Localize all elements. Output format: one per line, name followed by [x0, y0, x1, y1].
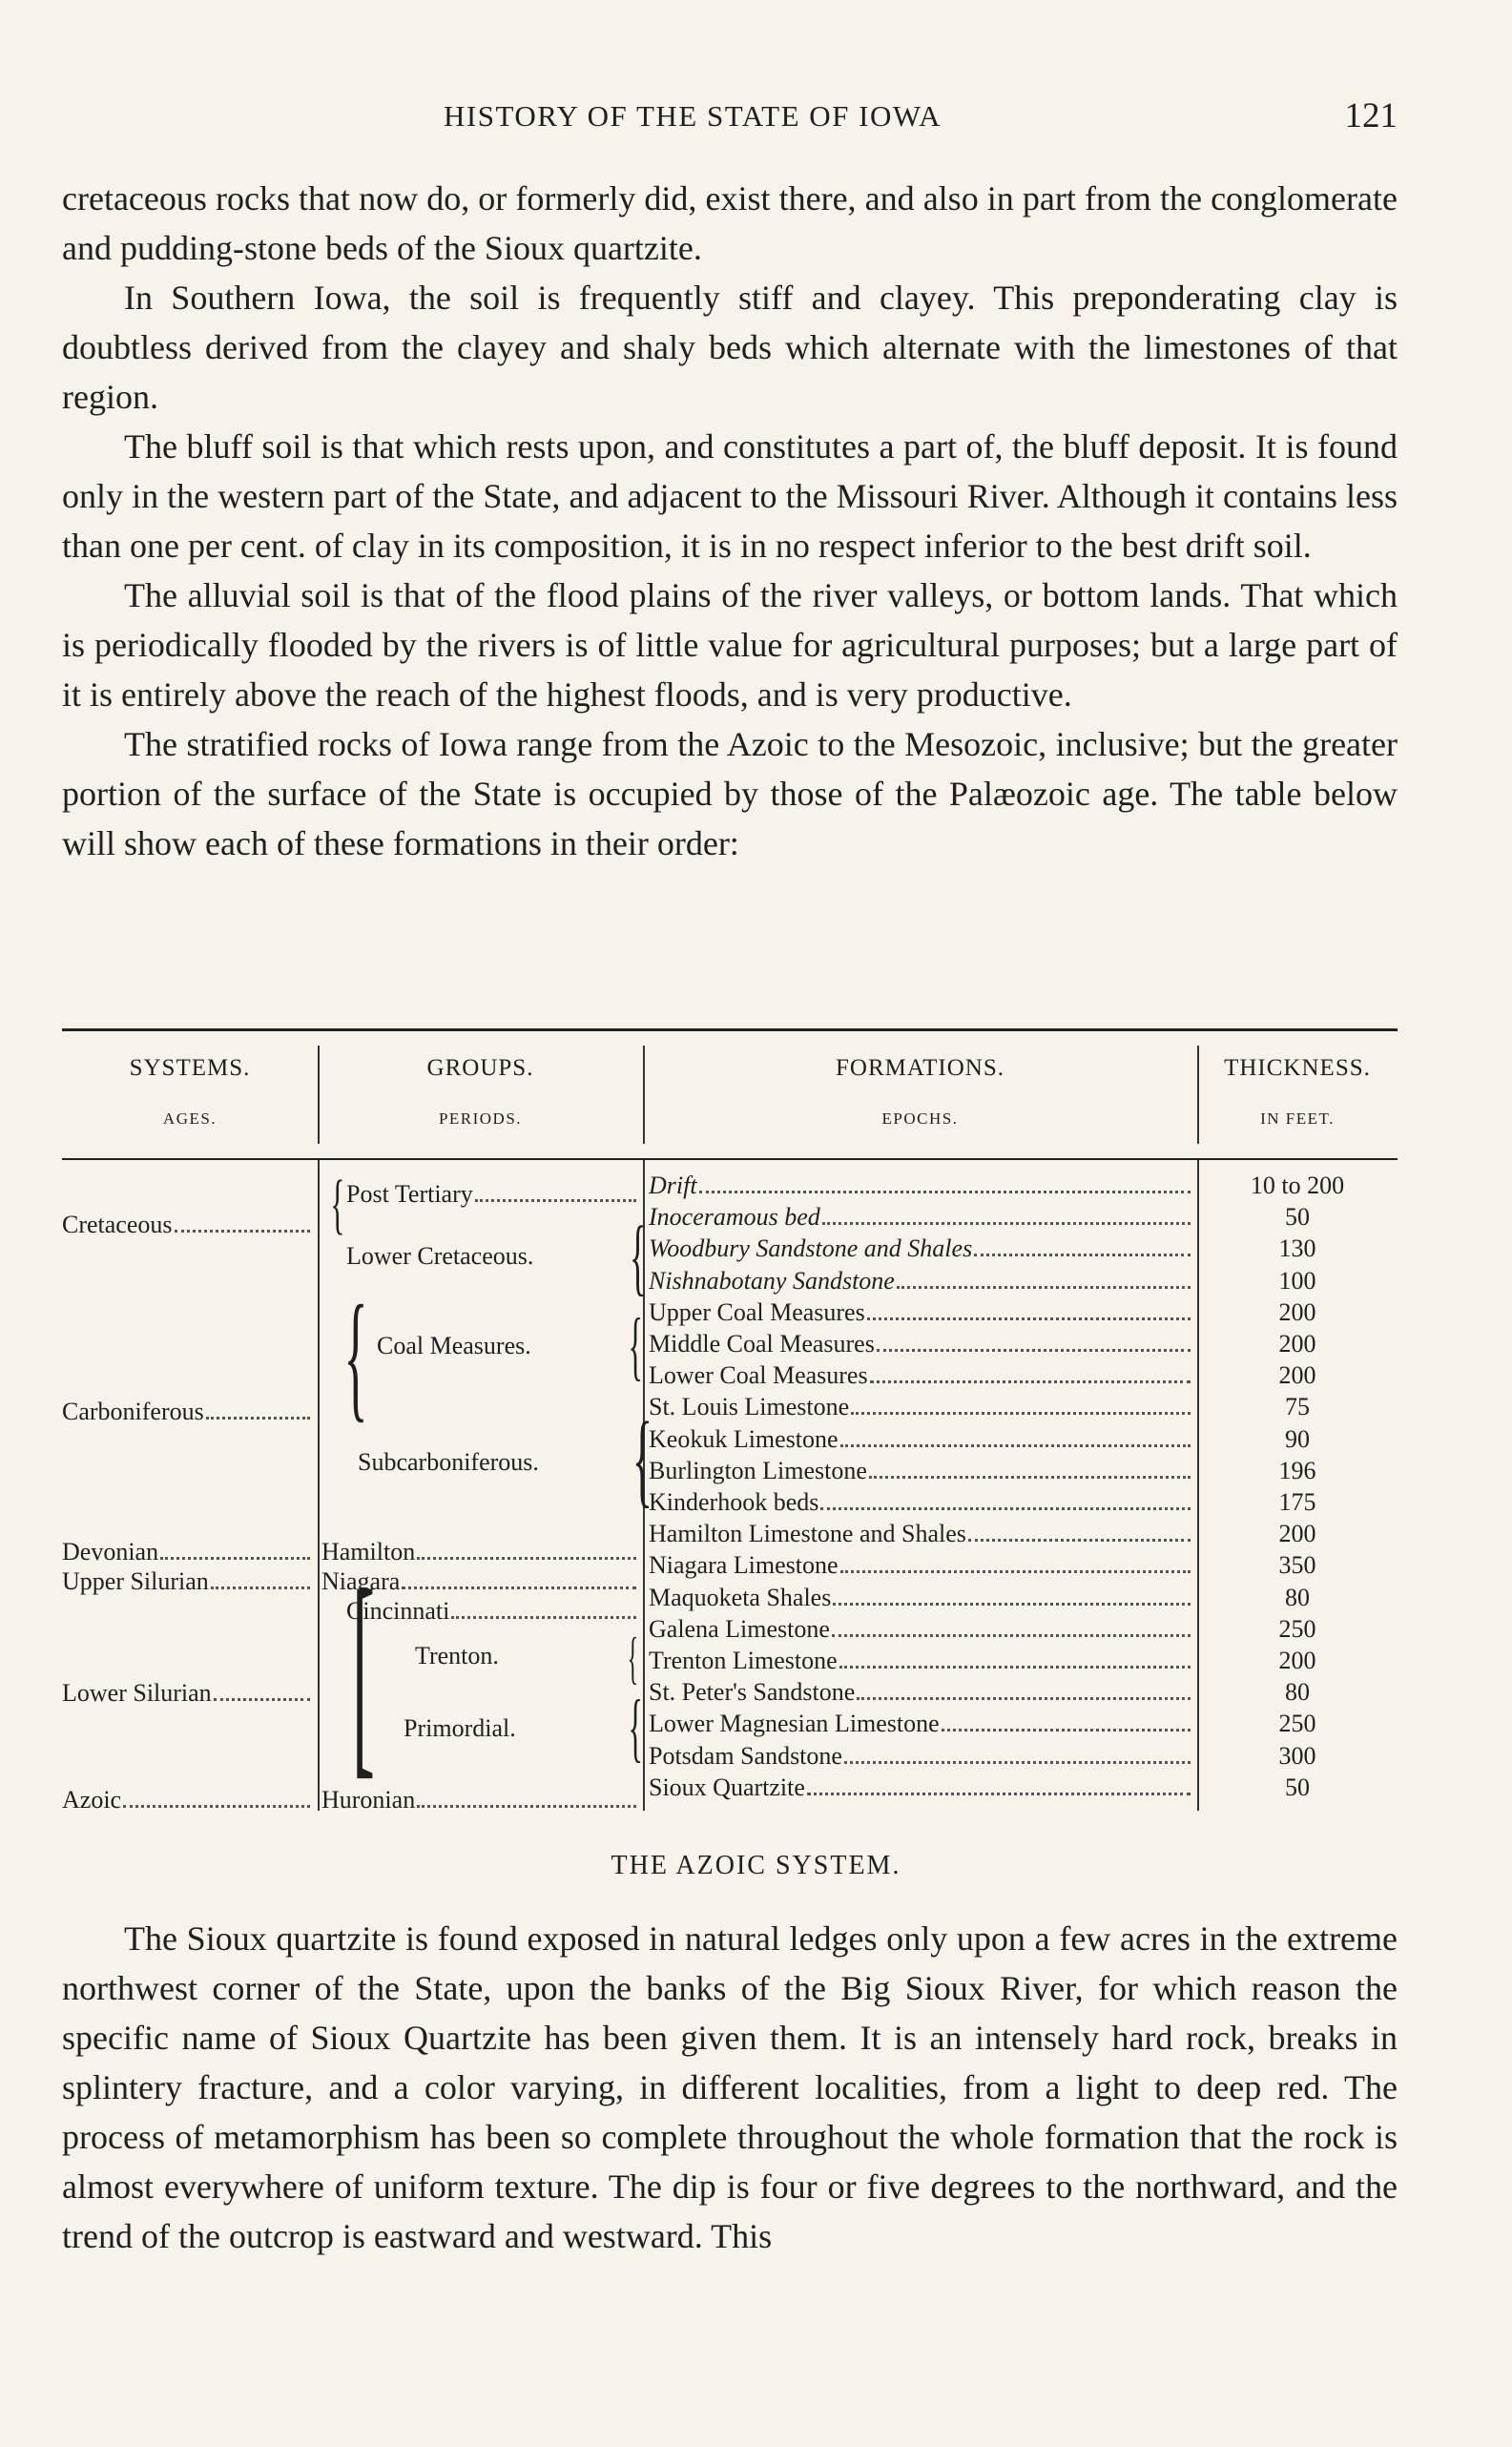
leader-dots	[839, 1666, 1191, 1669]
header-ages: AGES.	[162, 1109, 217, 1128]
group-trenton	[415, 1642, 606, 1670]
formation-thickness: 200	[1278, 1298, 1316, 1326]
formation-thickness: 50	[1285, 1773, 1310, 1801]
leader-dots	[857, 1697, 1191, 1700]
leader-dots	[175, 1230, 310, 1233]
formation-name-cell	[649, 1267, 1192, 1296]
formation-thickness: 50	[1285, 1203, 1310, 1231]
group-hamilton	[321, 1538, 638, 1566]
formation-name: Middle Coal Measures	[649, 1330, 875, 1358]
leader-dots	[867, 1317, 1191, 1320]
system-label: Azoic	[62, 1786, 122, 1814]
leader-dots	[832, 1634, 1191, 1637]
leader-dots	[833, 1603, 1191, 1606]
formation-name: Potsdam Sandstone	[649, 1742, 842, 1770]
leader-dots	[869, 1476, 1191, 1479]
formation-thickness: 250	[1278, 1710, 1316, 1737]
formation-thickness: 200	[1278, 1647, 1316, 1674]
formation-thickness: 200	[1278, 1330, 1316, 1358]
group-label: Subcarboniferous.	[358, 1448, 539, 1476]
leader-dots	[160, 1557, 310, 1560]
leader-dots	[897, 1286, 1191, 1289]
group-primordial	[404, 1714, 613, 1743]
formation-name-cell	[649, 1520, 1192, 1548]
column-divider	[1197, 1160, 1199, 1811]
left-brace: {	[343, 1276, 368, 1435]
formation-name-cell	[649, 1425, 1192, 1454]
leader-dots	[877, 1349, 1191, 1352]
paragraph: The alluvial soil is that of the flood plains of the river valleys, or bottom lands. That which is periodically flooded by the rivers is of little value for agricultural purposes; but a large part of it is entirely above the reach of the highest floods, and is very productive.	[62, 576, 1398, 714]
header-periods: PERIODS.	[438, 1109, 523, 1128]
right-brace: {	[628, 1304, 643, 1388]
paragraph: The stratified rocks of Iowa range from the Azoic to the Mesozoic, inclusive; but the greater portion of the surface of the State is occupied by those of the Palæozoic age. The table below will show each of these formations in their order:	[62, 725, 1398, 862]
formation-name-cell	[649, 1457, 1192, 1485]
formation-name-cell	[649, 1584, 1192, 1612]
leader-dots	[840, 1570, 1191, 1573]
formation-name-cell	[649, 1172, 1192, 1200]
system-azoic	[62, 1786, 312, 1815]
formation-name: Drift	[649, 1172, 697, 1199]
group-huronian	[321, 1786, 638, 1815]
leader-dots	[807, 1793, 1191, 1795]
group-label: Lower Cretaceous.	[346, 1242, 534, 1270]
formation-name: Trenton Limestone	[649, 1647, 838, 1674]
formation-name-cell	[649, 1647, 1192, 1675]
group-label: Huronian	[321, 1786, 416, 1814]
running-header	[62, 95, 1398, 137]
system-label: Lower Silurian	[62, 1679, 212, 1707]
paragraph: In Southern Iowa, the soil is frequently stiff and clayey. This preponderating clay is doubtless derived from the clayey and shaly beds which alternate with the limestones of that region.	[62, 279, 1398, 416]
leader-dots	[942, 1729, 1191, 1732]
header-formations: FORMATIONS.	[835, 1055, 1005, 1081]
formation-name: Woodbury Sandstone and Shales	[649, 1234, 973, 1262]
column-divider	[318, 1160, 320, 1811]
formation-thickness: 80	[1285, 1584, 1310, 1611]
formation-name: Sioux Quartzite	[649, 1773, 805, 1801]
leader-dots	[974, 1254, 1191, 1256]
formation-thickness: 200	[1278, 1361, 1316, 1389]
group-label: Post Tertiary	[346, 1180, 473, 1208]
leader-dots	[844, 1761, 1191, 1764]
paragraph: cretaceous rocks that now do, or formerly did, exist there, and also in part from the conglomerate and pudding-stone beds of the Sioux quartzite.	[62, 179, 1398, 267]
group-lower-cretaceous	[346, 1242, 632, 1271]
formation-name: Galena Limestone	[649, 1615, 830, 1643]
left-brace: {	[330, 1168, 345, 1241]
group-label: Hamilton	[321, 1538, 416, 1566]
leader-dots	[417, 1805, 636, 1808]
formation-name-cell	[649, 1742, 1192, 1771]
leader-dots	[699, 1191, 1191, 1193]
right-brace: {	[632, 1400, 652, 1517]
leader-dots	[822, 1222, 1191, 1225]
formation-name-cell	[649, 1678, 1192, 1707]
leader-dots	[475, 1199, 636, 1202]
leader-dots	[968, 1539, 1191, 1542]
formation-thickness: 175	[1278, 1488, 1316, 1516]
formation-name: Nishnabotany Sandstone	[649, 1267, 895, 1295]
formation-name-cell	[649, 1393, 1192, 1421]
header-groups: GROUPS.	[426, 1055, 534, 1081]
formation-name: St. Peter's Sandstone	[649, 1678, 856, 1706]
formation-thickness: 196	[1278, 1457, 1316, 1484]
page-number: 121	[1344, 96, 1398, 135]
formation-name: Keokuk Limestone	[649, 1425, 839, 1453]
leader-dots	[402, 1586, 636, 1589]
leader-dots	[123, 1805, 310, 1808]
formation-name: Hamilton Limestone and Shales	[649, 1520, 966, 1547]
formation-name-cell	[649, 1361, 1192, 1390]
formation-name: Kinderhook beds	[649, 1488, 819, 1516]
formation-thickness: 130	[1278, 1234, 1316, 1262]
body-text-bottom	[62, 1914, 1398, 2261]
leader-dots	[870, 1380, 1191, 1383]
paragraph: The Sioux quartzite is found exposed in natural ledges only upon a few acres in the extreme northwest corner of the State, upon the banks of the Big Sioux River, for which reason the specific name of Sioux Quartzite has been given them. It is an intensely hard rock, breaks in splintery fracture, and a color varying, in different localities, from a light to deep red. The process of metamorphism has been so complete throughout the whole formation that the rock is almost everywhere of uniform texture. The dip is four or five degrees to the northward, and the trend of the outcrop is eastward and westward. This	[62, 1919, 1398, 2255]
group-coal-measures	[377, 1332, 625, 1360]
system-upper-silurian	[62, 1567, 312, 1596]
leader-dots	[820, 1507, 1191, 1510]
running-title: HISTORY OF THE STATE OF IOWA	[444, 99, 942, 133]
group-cincinnati	[346, 1597, 638, 1626]
group-niagara	[321, 1567, 638, 1596]
formation-thickness: 200	[1278, 1520, 1316, 1547]
formation-thickness: 100	[1278, 1267, 1316, 1295]
system-label: Cretaceous	[62, 1211, 173, 1238]
formation-name: St. Louis Limestone	[649, 1393, 850, 1421]
formation-thickness: 350	[1278, 1551, 1316, 1579]
group-subcarboniferous	[358, 1448, 634, 1477]
formation-thickness: 80	[1285, 1678, 1310, 1706]
formation-name-cell	[649, 1551, 1192, 1580]
formation-name: Upper Coal Measures	[649, 1298, 865, 1326]
leader-dots	[417, 1557, 636, 1560]
formation-thickness: 300	[1278, 1742, 1316, 1770]
leader-dots	[851, 1412, 1191, 1415]
paragraph: The bluff soil is that which rests upon, and constitutes a part of, the bluff deposit. It is found only in the western part of the State, and adjacent to the Missouri River. Although it contains less than one per cent. of clay in its composition, it is in no respect inferior to the best drift soil.	[62, 427, 1398, 565]
header-systems: SYSTEMS.	[129, 1055, 251, 1081]
formation-thickness: 75	[1285, 1393, 1310, 1421]
system-label: Devonian	[62, 1538, 159, 1566]
section-title: THE AZOIC SYSTEM.	[611, 1851, 901, 1880]
group-post-tertiary	[346, 1180, 638, 1209]
system-label: Upper Silurian	[62, 1567, 209, 1595]
leader-dots	[214, 1698, 310, 1701]
left-brace: [	[351, 1544, 375, 1797]
group-label: Coal Measures.	[377, 1332, 531, 1359]
formation-name: Niagara Limestone	[649, 1551, 839, 1579]
header-thickness: THICKNESS.	[1224, 1055, 1371, 1081]
leader-dots	[451, 1616, 636, 1619]
formation-name-cell	[649, 1488, 1192, 1517]
header-epochs: EPOCHS.	[881, 1109, 959, 1128]
formation-name: Lower Magnesian Limestone	[649, 1710, 940, 1737]
group-label: Primordial.	[404, 1714, 516, 1742]
formation-name-cell	[649, 1773, 1192, 1802]
formation-name: Inoceramous bed	[649, 1203, 820, 1231]
formation-name-cell	[649, 1330, 1192, 1358]
formation-name: Burlington Limestone	[649, 1457, 867, 1484]
system-devonian	[62, 1538, 312, 1566]
right-brace: {	[628, 1686, 643, 1770]
body-text-top	[62, 174, 1398, 868]
formation-name: Maquoketa Shales	[649, 1584, 832, 1611]
leader-dots	[211, 1586, 310, 1589]
group-label: Cincinnati	[346, 1597, 450, 1625]
formation-name-cell	[649, 1615, 1192, 1644]
formation-thickness: 250	[1278, 1615, 1316, 1643]
leader-dots	[206, 1417, 310, 1420]
right-brace: {	[629, 1210, 647, 1304]
formation-thickness: 90	[1285, 1425, 1310, 1453]
formation-name-cell	[649, 1710, 1192, 1738]
system-label: Carboniferous	[62, 1398, 204, 1425]
group-label: Niagara	[321, 1567, 401, 1595]
formation-name: Lower Coal Measures	[649, 1361, 868, 1389]
header-in-feet: IN FEET.	[1260, 1109, 1335, 1128]
leader-dots	[840, 1444, 1191, 1447]
system-cretaceous	[62, 1211, 312, 1239]
formations-table	[62, 1028, 1398, 1814]
formation-name-cell	[649, 1203, 1192, 1232]
formation-name-cell	[649, 1298, 1192, 1327]
right-brace: {	[627, 1627, 639, 1690]
table-top-rule	[62, 1028, 1398, 1031]
system-lower-silurian	[62, 1679, 312, 1708]
formation-thickness: 10 to 200	[1250, 1172, 1345, 1199]
formation-name-cell	[649, 1234, 1192, 1263]
system-carboniferous	[62, 1398, 312, 1426]
group-label: Trenton.	[415, 1642, 499, 1669]
